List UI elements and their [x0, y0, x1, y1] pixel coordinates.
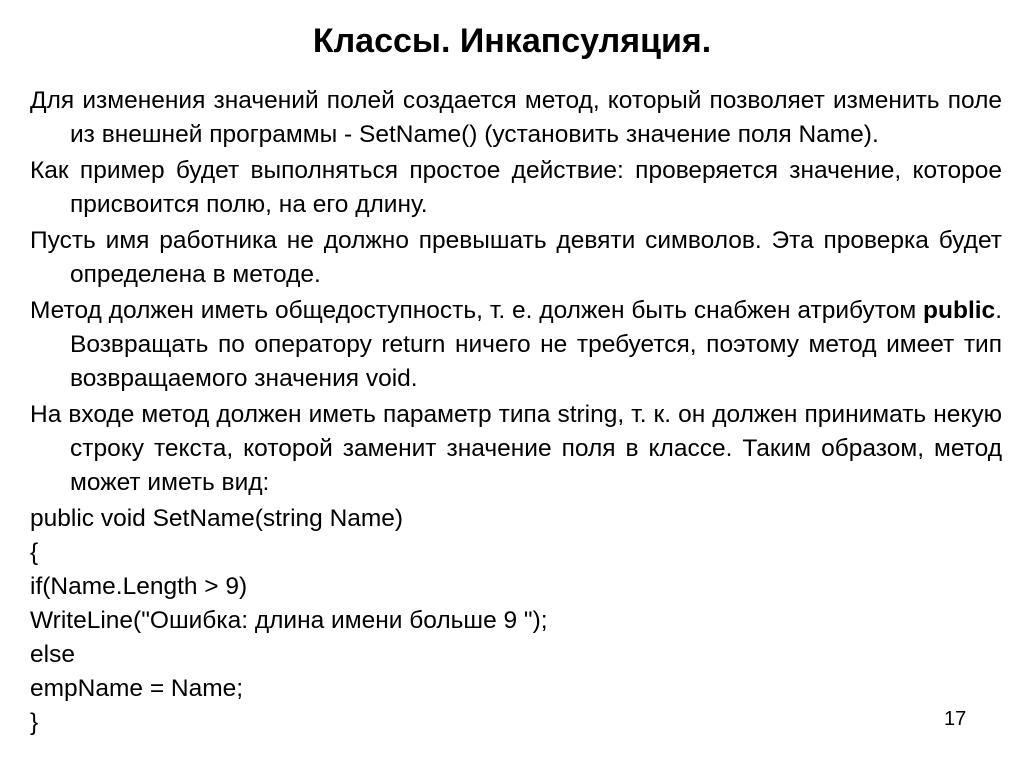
text: Метод должен иметь общедоступность, т. е. должен быть снабжен атрибутом: [30, 297, 924, 324]
paragraph: Как пример будет выполняться простое действие: проверяется значение, которое присвоится полю, на его длину.: [30, 157, 1002, 218]
code-line: empName = Name;: [30, 675, 244, 702]
code-line: WriteLine("Ошибка: длина имени больше 9 ");: [30, 607, 548, 634]
paragraph: Для изменения значений полей создается метод, который позволяет изменить поле из внешней программы - SetName() (установить значение поля Name).: [30, 87, 1002, 148]
slide-body: [30, 84, 1002, 740]
slide-title: Классы. Инкапсуляция.: [312, 22, 712, 60]
paragraph: Пусть имя работника не должно превышать девяти символов. Эта проверка будет определена в методе.: [30, 227, 1002, 288]
code-block: [30, 502, 1002, 740]
code-line: if(Name.Length > 9): [30, 573, 248, 600]
page-number: 17: [944, 708, 967, 730]
code-line: else: [30, 641, 75, 668]
paragraph: На входе метод должен иметь параметр типа string, т. к. он должен принимать некую строку текста, которой заменит значение поля в классе. Таким образом, метод может иметь вид:: [30, 401, 1002, 496]
paragraph: [30, 294, 1002, 396]
code-line: }: [30, 709, 39, 736]
code-line: public void SetName(string Name): [30, 505, 404, 532]
keyword-public: public: [923, 297, 996, 324]
code-line: {: [30, 539, 39, 566]
text: . Возвращать по оператору return ничего не требуется, поэтому метод имеет тип возвращаемого значения void.: [70, 297, 1002, 392]
